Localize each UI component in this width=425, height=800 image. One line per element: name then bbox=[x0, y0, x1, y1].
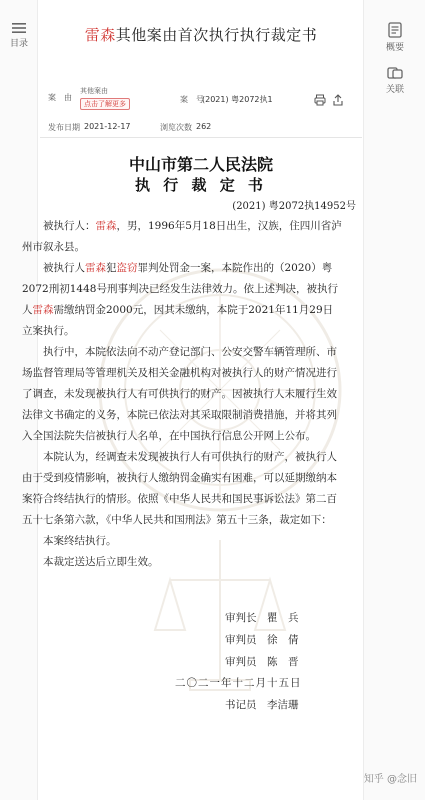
cause-label: 案 由 bbox=[48, 93, 72, 102]
p2-text-d: 需缴纳罚金2000元，因其未缴纳，本院于2021年11月29日立案执行。 bbox=[22, 304, 334, 337]
judge-member-2: 审判员 陈 晋 bbox=[225, 656, 299, 668]
p2-text-c: 罪判处罚金一案，本院作出的（2020）粤2072刑初1448号刑事判决已经发生法律效力。依上述判决，被执行人 bbox=[22, 262, 338, 316]
views-value: 262 bbox=[196, 122, 212, 131]
case-meta bbox=[40, 87, 362, 140]
page-title bbox=[40, 24, 362, 45]
p2-text-a: 被执行人 bbox=[43, 262, 85, 274]
paragraph-ruling: 本案终结执行。 bbox=[43, 535, 117, 547]
case-no-value: (2021) 粤2072执1 bbox=[202, 95, 273, 104]
ruling-date: 二〇二一年十二月十五日 bbox=[175, 677, 302, 689]
clerk: 书记员 李洁珊 bbox=[225, 699, 299, 711]
p2-name: 雷森 bbox=[85, 262, 106, 274]
document-body bbox=[22, 216, 342, 573]
paragraph-respondent bbox=[22, 216, 342, 258]
title-name: 雷森 bbox=[84, 26, 116, 44]
p2-name2: 雷森 bbox=[32, 304, 54, 316]
toc-button[interactable] bbox=[4, 22, 34, 49]
print-icon[interactable] bbox=[314, 94, 326, 106]
overview-button[interactable] bbox=[378, 22, 412, 53]
case-no-label: 案 号 bbox=[180, 95, 204, 104]
meta-divider bbox=[40, 137, 362, 138]
publish-value: 2021-12-17 bbox=[84, 122, 131, 131]
views-label: 浏览次数 bbox=[160, 123, 192, 132]
p1-name: 雷森 bbox=[95, 220, 117, 232]
document-icon bbox=[388, 22, 402, 38]
court-name: 中山市第二人民法院 bbox=[128, 155, 273, 174]
document-type: 执 行 裁 定 书 bbox=[135, 176, 267, 194]
publish-label: 发布日期 bbox=[48, 123, 80, 132]
cause-value: 其他案由 bbox=[80, 87, 108, 95]
source-watermark: 知乎 @念旧 bbox=[363, 774, 417, 785]
judge-chief: 审判长 瞿 兵 bbox=[225, 612, 299, 624]
paragraph-effect: 本裁定送达后立即生效。 bbox=[43, 556, 159, 568]
learn-more-tag[interactable]: 点击了解更多 bbox=[80, 98, 130, 110]
related-label: 关联 bbox=[385, 85, 404, 95]
judge-member-1: 审判员 徐 倩 bbox=[225, 634, 299, 646]
list-icon bbox=[12, 22, 26, 34]
document-number: (2021) 粤2072执14952号 bbox=[232, 201, 356, 212]
title-rest: 其他案由首次执行执行裁定书 bbox=[115, 26, 318, 44]
paragraph-reasoning: 本院认为，经调查未发现被执行人有可供执行的财产，被执行人由于受到疫情影响，被执行人缴纳罚金确实有困难，可以延期缴纳本案符合终结执行的情形。依照《中华人民共和国民事诉讼法》第二百五十七条第六款，《中华人民共和国刑法》第五十三条，裁定如下： bbox=[22, 451, 337, 526]
paragraph-case bbox=[22, 258, 342, 342]
right-sidebar bbox=[363, 0, 425, 800]
p1-text-b: ，男，1996年5月18日出生，汉族，住四川省泸州市叙永县。 bbox=[22, 220, 342, 253]
share-icon[interactable] bbox=[332, 94, 344, 106]
p2-crime: 盗窃 bbox=[116, 262, 138, 274]
paragraph-investigation: 执行中，本院依法向不动产登记部门、公安交警车辆管理所、市场监督管理局等管理机关及相关金融机构对被执行人的财产情况进行了调查，未发现被执行人有可供执行的财产。因被执行人未履行生效法律文书确定的义务，本院已依法对其采取限制消费措施，并将其列入全国法院失信被执行人名单，在中国执行信息公开网上公布。 bbox=[22, 346, 337, 442]
toc-label: 目录 bbox=[9, 39, 28, 49]
p1-text-a: 被执行人： bbox=[43, 220, 96, 232]
link-icon bbox=[387, 66, 403, 80]
overview-label: 概要 bbox=[385, 43, 404, 53]
p2-text-b: 犯 bbox=[106, 262, 117, 274]
related-button[interactable] bbox=[378, 66, 412, 95]
